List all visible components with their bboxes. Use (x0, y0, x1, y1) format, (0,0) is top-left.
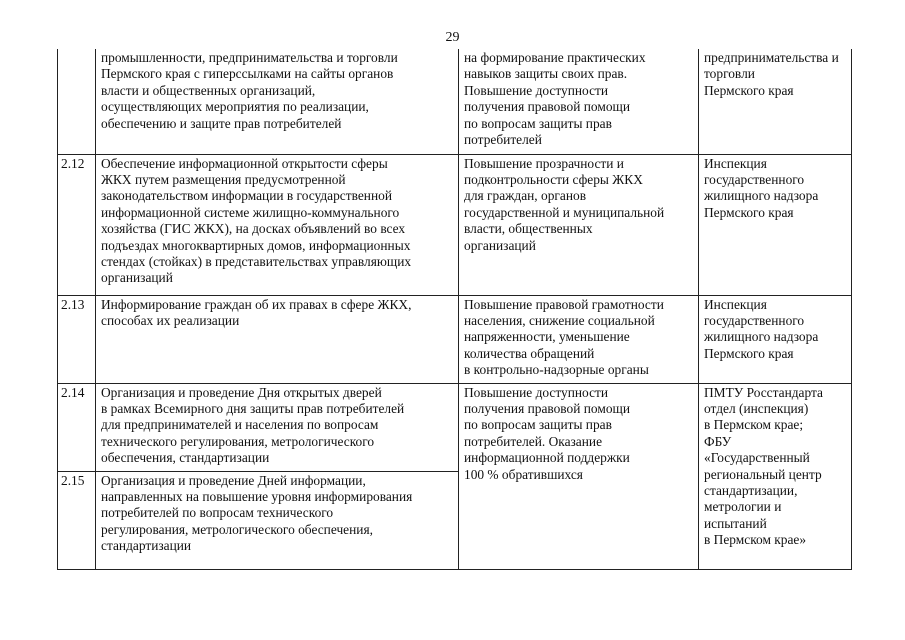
text-line: Повышение доступности (464, 384, 609, 400)
text-line: стендах (стойках) в представительствах управляющих (101, 253, 412, 269)
text-line: для граждан, органов (464, 188, 587, 204)
table-row (58, 49, 852, 154)
table-row (58, 383, 852, 471)
text-line: ФБУ (704, 433, 732, 449)
activity-cell (96, 383, 459, 471)
result-cell (459, 383, 699, 569)
activity-cell (96, 471, 459, 569)
text-line: Повышение правовой грамотности (464, 296, 664, 312)
text-line: Повышение прозрачности и (464, 155, 624, 171)
text-line: государственной и муниципальной (464, 204, 665, 220)
text-line: получения правовой помощи (464, 400, 631, 416)
text-line: в Пермском крае» (704, 532, 807, 548)
text-line: осуществляющих мероприятия по реализации, (101, 99, 369, 115)
text-line: навыков защиты своих прав. (464, 66, 628, 82)
executor-cell (699, 154, 852, 295)
text-line: 100 % обратившихся (464, 466, 583, 482)
text-line: Обеспечение информационной открытости сферы (101, 155, 388, 171)
text-line: организаций (101, 270, 173, 286)
text-line: Пермского края с гиперссылками на сайты органов (101, 66, 394, 82)
text-line: на формирование практических (464, 50, 646, 65)
text-line: количества обращений (464, 345, 595, 361)
executor-cell (699, 49, 852, 154)
text-line: информационной поддержки (464, 450, 630, 466)
text-line: в контрольно-надзорные органы (464, 362, 649, 378)
text-line: метрологии и (704, 499, 782, 515)
text-line: Пермского края (704, 345, 794, 361)
text-line: отдел (инспекция) (704, 400, 809, 416)
result-cell (459, 49, 699, 154)
text-line: в рамках Всемирного дня защиты прав потребителей (101, 400, 405, 416)
text-line: стандартизации (101, 538, 192, 554)
text-line: информационной системе жилищно-коммунального (101, 204, 400, 220)
text-line: власти, общественных (464, 221, 593, 237)
text-line: Информирование граждан об их правах в сфере ЖКХ, (101, 296, 412, 312)
text-line: ЖКХ путем размещения предусмотренной (101, 171, 346, 187)
executor-cell (699, 383, 852, 569)
text-line: по вопросам защиты прав (464, 417, 612, 433)
text-line: власти и общественных организаций, (101, 82, 316, 98)
activity-cell (96, 295, 459, 383)
text-line: по вопросам защиты прав (464, 115, 612, 131)
text-line: Пермского края (704, 82, 794, 98)
text-line: «Государственный (704, 450, 810, 466)
text-line: населения, снижение социальной (464, 312, 655, 328)
text-line: Повышение доступности (464, 82, 609, 98)
text-line: Организация и проведение Дня открытых дверей (101, 384, 382, 400)
text-line: государственного (704, 312, 805, 328)
text-line: технического регулирования, метрологического (101, 433, 375, 449)
text-line: Организация и проведение Дней информации, (101, 472, 366, 488)
text-line: обеспечению и защите прав потребителей (101, 115, 342, 131)
text-line: законодательством информации в государственной (101, 188, 392, 204)
text-line: ПМТУ Росстандарта (704, 384, 823, 400)
executor-cell (699, 295, 852, 383)
text-line: потребителей по вопросам технического (101, 505, 334, 521)
result-cell (459, 154, 699, 295)
text-line: способах их реализации (101, 312, 240, 328)
measures-table (57, 49, 852, 570)
table-row (58, 154, 852, 295)
activity-cell (96, 154, 459, 295)
text-line: жилищного надзора (704, 188, 819, 204)
page-number: 29 (445, 30, 460, 45)
text-line: Инспекция (704, 155, 767, 171)
text-line: региональный центр (704, 466, 822, 482)
row-number-cell: 2.12 (58, 154, 96, 295)
row-number-cell: 2.13 (58, 295, 96, 383)
text-line: потребителей. Оказание (464, 433, 603, 449)
text-line: торговли (704, 66, 755, 82)
text-line: потребителей (464, 132, 542, 148)
text-line: хозяйства (ГИС ЖКХ), на досках объявлений во всех (101, 221, 406, 237)
text-line: для предпринимателей и населения по вопросам (101, 417, 379, 433)
text-line: подъездах многоквартирных домов, информационных (101, 237, 411, 253)
text-line: получения правовой помощи (464, 99, 631, 115)
activity-cell (96, 49, 459, 154)
row-number-cell: 2.14 (58, 383, 96, 471)
text-line: напряженности, уменьшение (464, 329, 630, 345)
result-cell (459, 295, 699, 383)
text-line: промышленности, предпринимательства и торговли (101, 50, 398, 65)
text-line: организаций (464, 237, 536, 253)
row-number-cell (58, 49, 96, 154)
text-line: стандартизации, (704, 482, 798, 498)
row-number-cell: 2.15 (58, 471, 96, 569)
text-line: направленных на повышение уровня информирования (101, 488, 413, 504)
text-line: жилищного надзора (704, 329, 819, 345)
text-line: государственного (704, 171, 805, 187)
text-line: предпринимательства и (704, 50, 839, 65)
text-line: в Пермском крае; (704, 417, 804, 433)
text-line: Пермского края (704, 204, 794, 220)
text-line: подконтрольности сферы ЖКХ (464, 171, 643, 187)
text-line: Инспекция (704, 296, 767, 312)
table-row (58, 295, 852, 383)
text-line: обеспечения, стандартизации (101, 450, 270, 466)
text-line: испытаний (704, 515, 767, 531)
text-line: регулирования, метрологического обеспечения, (101, 521, 373, 537)
